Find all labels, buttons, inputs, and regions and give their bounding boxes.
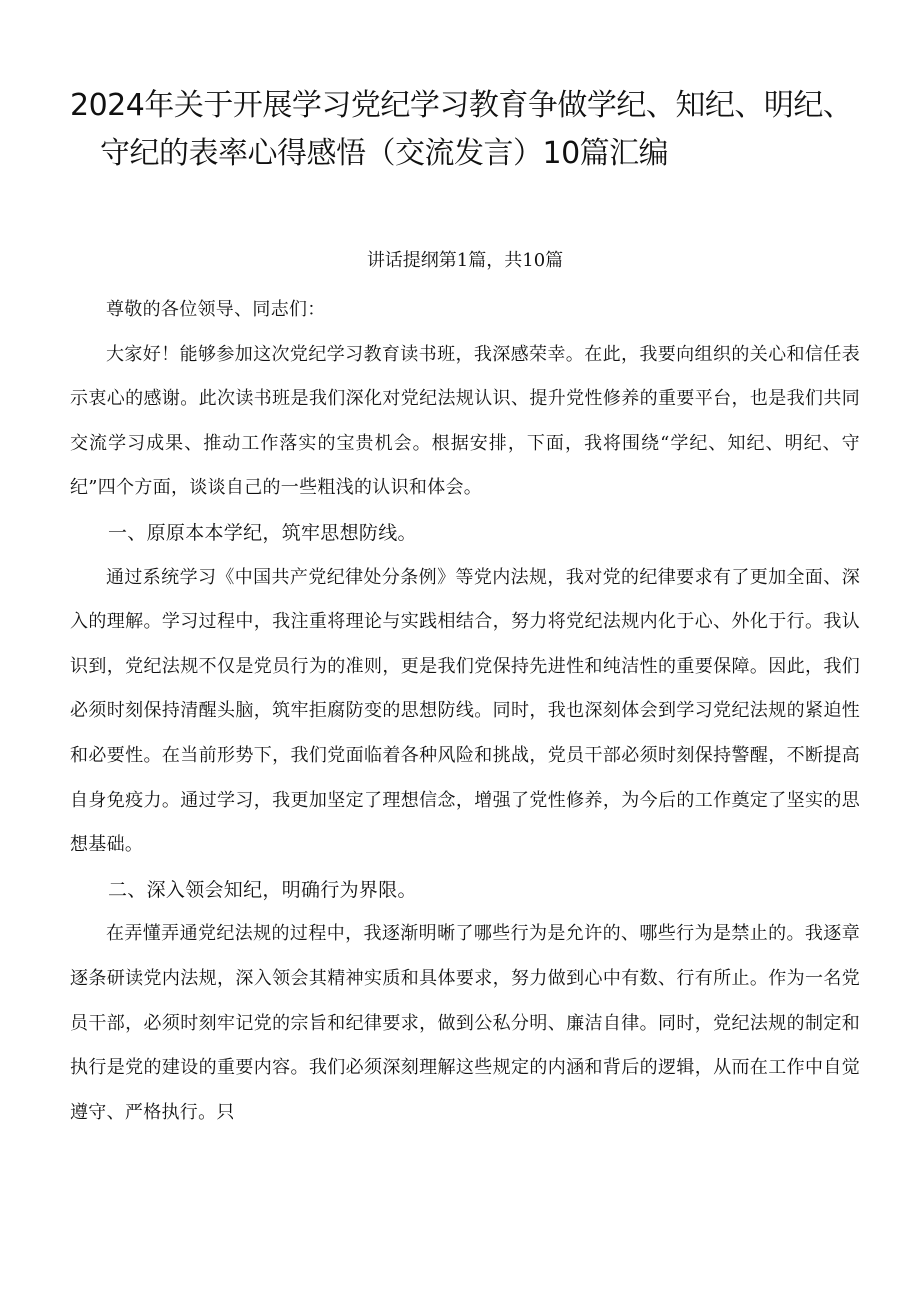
intro-paragraph: 大家好！能够参加这次党纪学习教育读书班，我深感荣幸。在此，我要向组织的关心和信任表示衷心的感谢。此次读书班是我们深化对党纪法规认识、提升党性修养的重要平台，也是我们共同交流学习成果、推动工作落实的宝贵机会。根据安排，下面，我将围绕“学纪、知纪、明纪、守纪”四个方面，谈谈自己的一些粗浅的认识和体会。 bbox=[70, 343, 860, 499]
section-2-heading: 二、深入领会知纪，明确行为界限。 bbox=[108, 878, 417, 901]
document-title-line-1: 2024年关于开展学习党纪学习教育争做学纪、知纪、明纪、 bbox=[70, 88, 853, 123]
section-1-paragraph: 通过系统学习《中国共产党纪律处分条例》等党内法规，我对党的纪律要求有了更加全面、深入的理解。学习过程中，我注重将理论与实践相结合，努力将党纪法规内化于心、外化于行。我认识到，党纪法规不仅是党员行为的准则，更是我们党保持先进性和纯洁性的重要保障。因此，我们必须时刻保持清醒头脑，筑牢拒腐防变的思想防线。同时，我也深刻体会到学习党纪法规的紧迫性和必要性。在当前形势下，我们党面临着各种风险和挑战，党员干部必须时刻保持警醒，不断提高自身免疫力。通过学习，我更加坚定了理想信念，增强了党性修养，为今后的工作奠定了坚实的思想基础。 bbox=[70, 566, 860, 856]
document-subtitle: 讲话提纲第1篇，共10篇 bbox=[366, 250, 564, 271]
section-2-paragraph: 在弄懂弄通党纪法规的过程中，我逐渐明晰了哪些行为是允许的、哪些行为是禁止的。我逐章逐条研读党内法规，深入领会其精神实质和具体要求，努力做到心中有数、行有所止。作为一名党员干部，必须时刻牢记党的宗旨和纪律要求，做到公私分明、廉洁自律。同时，党纪法规的制定和执行是党的建设的重要内容。我们必须深刻理解这些规定的内涵和背后的逻辑，从而在工作中自觉遵守、严格执行。只 bbox=[70, 923, 860, 1123]
document-title bbox=[70, 82, 860, 178]
document-title-line-2: 守纪的表率心得感悟（交流发言）10篇汇编 bbox=[100, 136, 669, 171]
section-1-heading: 一、原原本本学纪，筑牢思想防线。 bbox=[108, 521, 417, 544]
salutation: 尊敬的各位领导、同志们： bbox=[106, 299, 326, 320]
document-body bbox=[70, 288, 860, 1135]
